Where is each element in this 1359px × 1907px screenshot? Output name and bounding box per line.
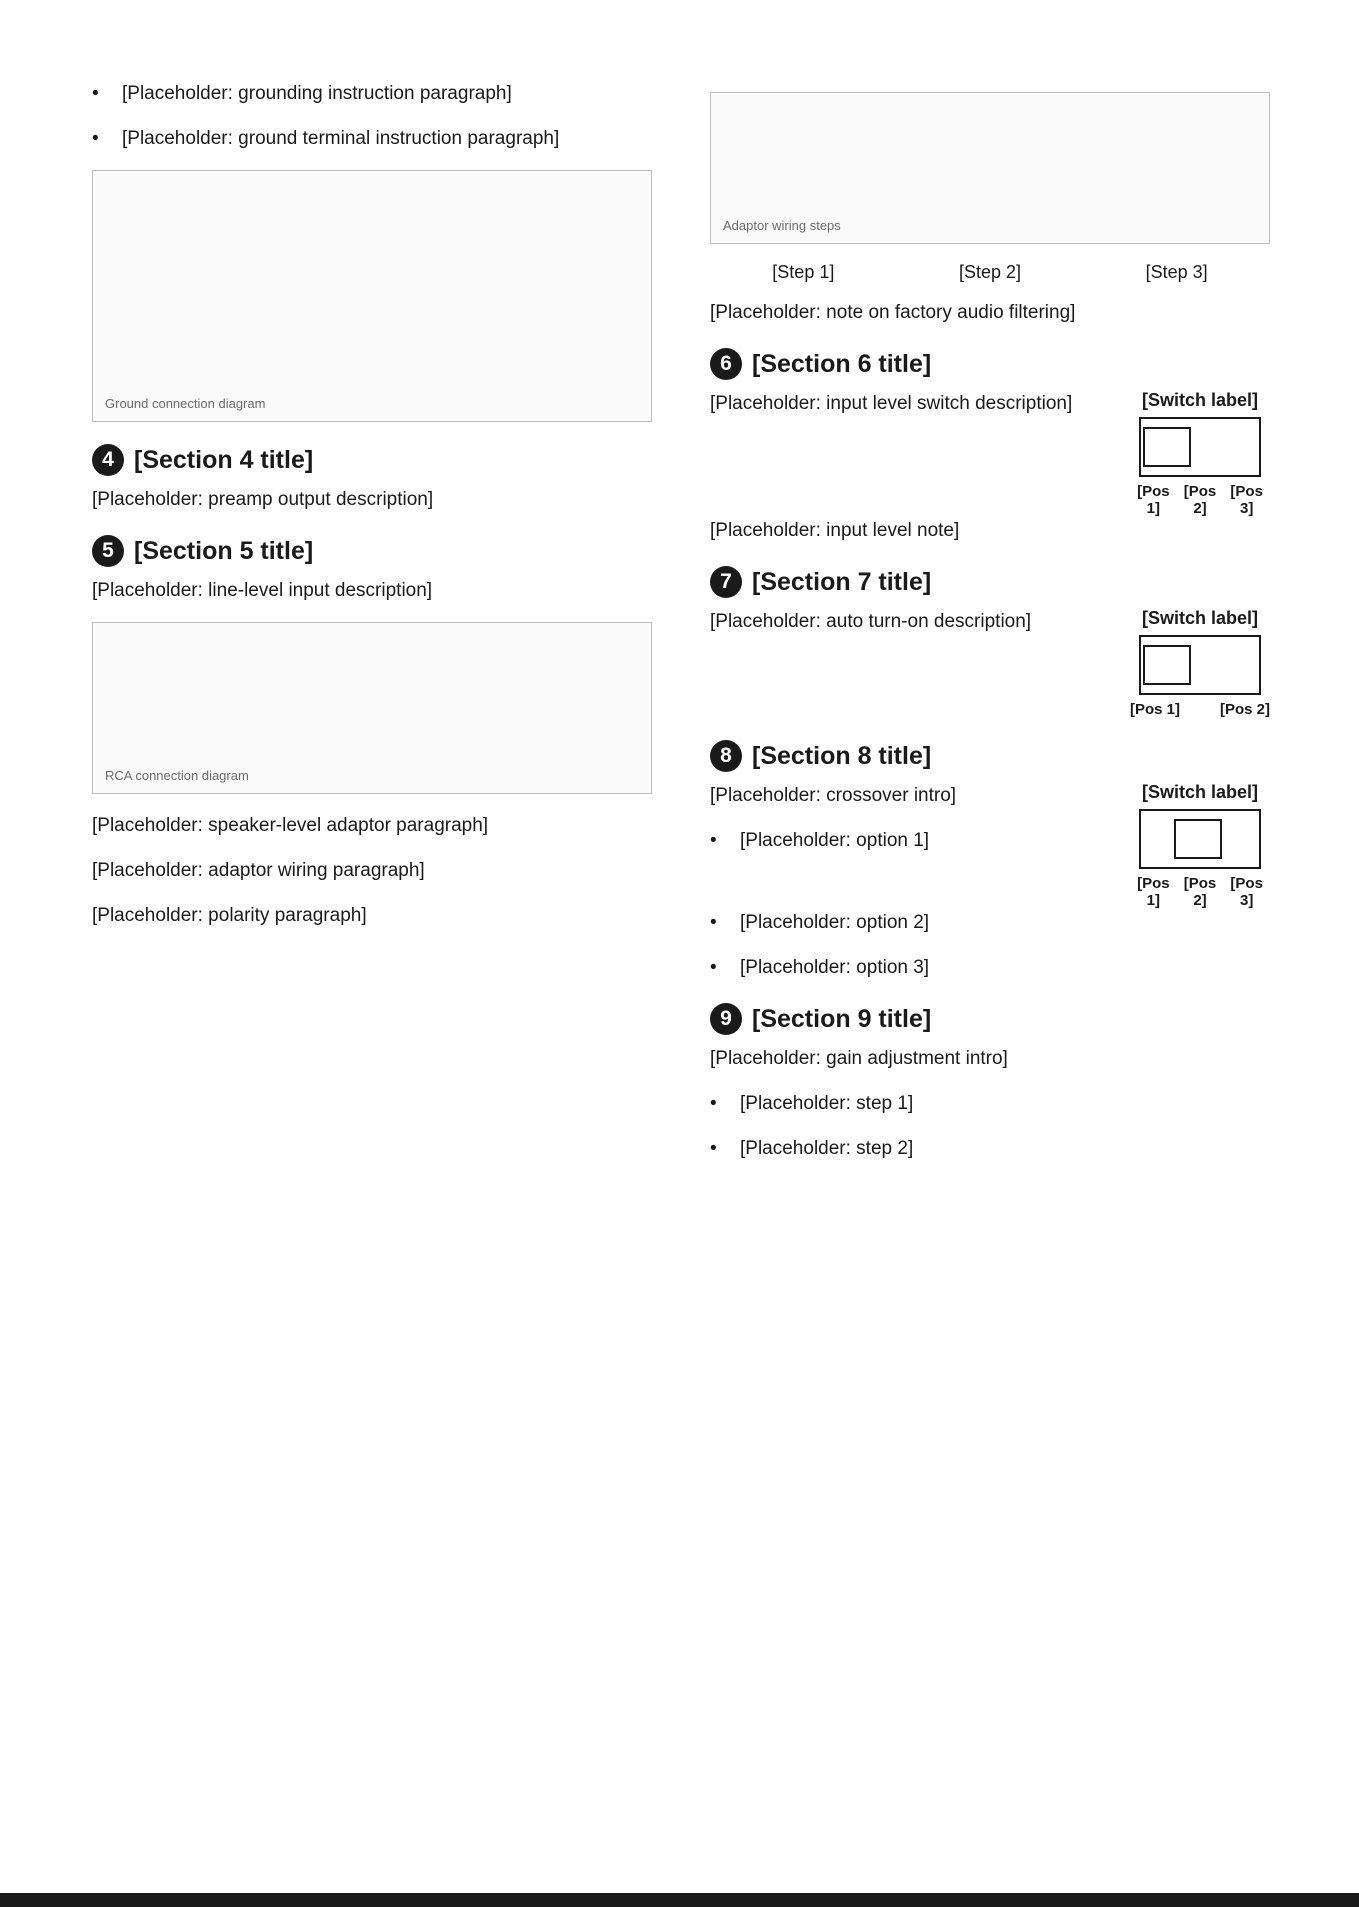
switch-position-label: [Pos 1] (1137, 875, 1170, 909)
bullet-dot: • (710, 1093, 717, 1114)
section-number: 4 (92, 444, 124, 476)
bullet-dot: • (710, 957, 717, 978)
section-title: [Section 4 title] (134, 446, 314, 474)
switch-housing (1139, 635, 1261, 695)
section-number: 6 (710, 348, 742, 380)
section-6-heading (710, 348, 1270, 380)
section-6-body: [Placeholder: input level switch description] (710, 393, 1073, 414)
section-title: [Section 6 title] (752, 350, 932, 378)
figure-label: Adaptor wiring steps (723, 218, 841, 233)
switch-title: [Switch label] (1141, 782, 1258, 802)
gain-step (710, 1135, 1270, 1162)
section-6-row (710, 390, 1270, 517)
section-title: [Section 5 title] (134, 537, 314, 565)
ground-diagram (92, 170, 652, 422)
bullet-dot: • (710, 912, 717, 933)
bullet-text: [Placeholder: step 2] (740, 1138, 914, 1159)
switch-knob (1143, 645, 1191, 685)
bullet-dot: • (92, 83, 99, 104)
section-7-body: [Placeholder: auto turn-on description] (710, 611, 1032, 632)
left-column (92, 80, 652, 947)
bullet-dot: • (710, 1138, 717, 1159)
section-number: 8 (710, 740, 742, 772)
crossover-option (710, 909, 1270, 936)
adaptor-step-caption: [Step 3] (1145, 262, 1208, 282)
switch-positions (1130, 875, 1270, 909)
section-4-heading (92, 444, 652, 476)
bullet-text: [Placeholder: option 3] (740, 957, 930, 978)
switch-position-label: [Pos 2] (1219, 701, 1270, 718)
section-7-heading (710, 566, 1270, 598)
switch-position-label: [Pos 2] (1183, 875, 1217, 909)
figure-label: RCA connection diagram (105, 768, 249, 783)
figure-label: Ground connection diagram (105, 396, 266, 411)
section-8-heading (710, 740, 1270, 772)
section-7-row (710, 608, 1270, 718)
bullet-ground-terminal (92, 125, 652, 152)
switch-title: [Switch label] (1141, 390, 1258, 410)
switch-position-label: [Pos 3] (1230, 875, 1263, 909)
switch-title: [Switch label] (1141, 608, 1258, 628)
switch-position-label: [Pos 3] (1230, 483, 1263, 517)
switch-positions (1130, 483, 1270, 517)
closing-paragraph-1: [Placeholder: speaker-level adaptor paragraph] (92, 815, 489, 836)
adaptor-step-caption: [Step 1] (772, 262, 835, 282)
rca-diagram (92, 622, 652, 794)
closing-paragraph-2: [Placeholder: adaptor wiring paragraph] (92, 860, 425, 881)
switch-position-label: [Pos 2] (1183, 483, 1217, 517)
crossover-switch (1130, 782, 1270, 909)
section-title: [Section 8 title] (752, 742, 932, 770)
section-8-row (710, 782, 1270, 909)
closing-paragraph-3: [Placeholder: polarity paragraph] (92, 905, 367, 926)
section-title: [Section 9 title] (752, 1005, 932, 1033)
bullet-dot: • (92, 128, 99, 149)
adaptor-step-caption: [Step 2] (958, 262, 1021, 282)
switch-position-label: [Pos 1] (1137, 483, 1170, 517)
section-8-body: [Placeholder: crossover intro] (710, 785, 957, 806)
section-9-heading (710, 1003, 1270, 1035)
bullet-text: [Placeholder: option 2] (740, 912, 930, 933)
section-9-body: [Placeholder: gain adjustment intro] (710, 1048, 1008, 1069)
bullet-text: [Placeholder: step 1] (740, 1093, 914, 1114)
section-5-body: [Placeholder: line-level input description] (92, 580, 433, 601)
bullet-dot: • (710, 830, 717, 851)
section-6-note: [Placeholder: input level note] (710, 520, 960, 541)
switch-housing (1139, 417, 1261, 477)
switch-knob (1174, 819, 1222, 859)
switch-knob (1143, 427, 1191, 467)
crossover-option (710, 954, 1270, 981)
bullet-text: [Placeholder: grounding instruction paragraph] (122, 83, 512, 104)
right-column (710, 80, 1270, 1180)
input-level-switch (1130, 390, 1270, 517)
important-note: [Placeholder: note on factory audio filtering] (710, 302, 1076, 323)
adaptor-captions (710, 262, 1270, 283)
switch-housing (1139, 809, 1261, 869)
section-5-heading (92, 535, 652, 567)
footer-bar (0, 1893, 1359, 1907)
section-8-text (710, 782, 1114, 872)
section-title: [Section 7 title] (752, 568, 932, 596)
bullet-text: [Placeholder: ground terminal instruction paragraph] (122, 128, 560, 149)
bullet-text: [Placeholder: option 1] (740, 830, 930, 851)
section-number: 5 (92, 535, 124, 567)
section-number: 7 (710, 566, 742, 598)
bullet-ground (92, 80, 652, 107)
auto-turn-on-switch (1130, 608, 1270, 718)
crossover-option (710, 827, 1114, 854)
adaptor-diagram (710, 92, 1270, 244)
gain-step (710, 1090, 1270, 1117)
section-4-body: [Placeholder: preamp output description] (92, 489, 434, 510)
switch-position-label: [Pos 1] (1130, 701, 1181, 718)
switch-positions (1130, 701, 1270, 718)
section-number: 9 (710, 1003, 742, 1035)
